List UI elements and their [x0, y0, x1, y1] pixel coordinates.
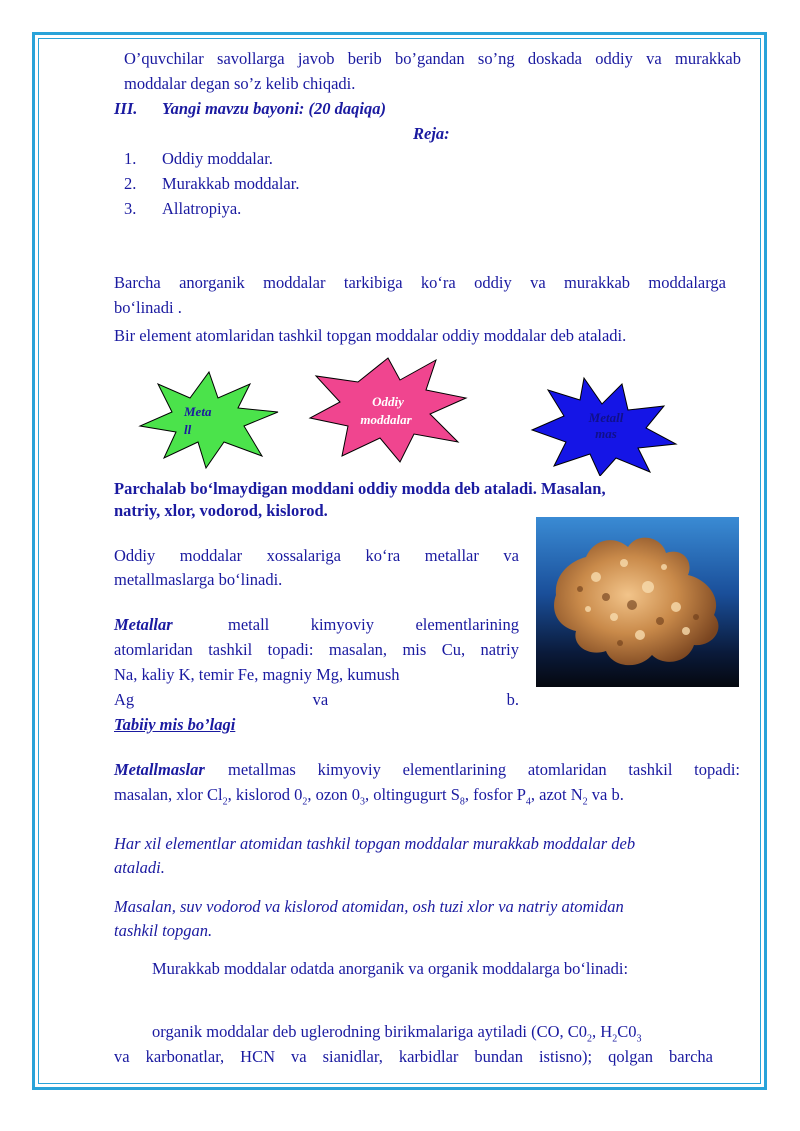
- intro-line-1: O’quvchilar savollarga javob berib bo’gandan so’ng doskada oddiy va murakkab: [124, 49, 741, 68]
- bold-paragraph-line-2: natriy, xlor, vodorod, kislorod.: [114, 501, 328, 520]
- plan-item-text: Allatropiya.: [162, 199, 242, 218]
- bold-paragraph-line-1: Parchalab bo‘lmaydigan moddani oddiy modda deb ataladi. Masalan,: [114, 479, 606, 498]
- metallar-line-3: Na, kaliy K, temir Fe, magniy Mg, kumush: [114, 665, 400, 684]
- native-copper-photo: [536, 517, 739, 687]
- metallmaslar-line-1-rest: metallmas kimyoviy elementlarining atomlaridan tashkil topadi:: [228, 760, 740, 779]
- term-metallmaslar: Metallmaslar: [114, 760, 205, 779]
- paragraph-5-line-2: va karbonatlar, HCN va sianidlar, karbidlar bundan istisno); qolgan barcha: [114, 1047, 713, 1066]
- intro-line-2: moddalar degan so’z kelib chiqadi.: [124, 74, 356, 93]
- plan-item-number: 2.: [124, 174, 137, 193]
- plan-item-number: 3.: [124, 199, 137, 218]
- plan-item-text: Murakkab moddalar.: [162, 174, 300, 193]
- star-label-line-1: Oddiy: [372, 394, 404, 409]
- star-label-line-1: Metall: [588, 410, 624, 425]
- metallar-line-2: atomlaridan tashkil topadi: masalan, mis Cu, natriy: [114, 640, 519, 659]
- photo-caption: Tabiiy mis bo’lagi: [114, 715, 236, 734]
- paragraph-5-line-1: organik moddalar deb uglerodning birikmalariga aytiladi (CO, $C0_2$, $H_2C0_3$: [152, 1022, 642, 1045]
- paragraph-1-line-1: Barcha anorganik moddalar tarkibiga ko‘ra oddiy va murakkab moddalarga: [114, 273, 726, 292]
- section-title: Yangi mavzu bayoni: (20 daqiqa): [162, 99, 386, 118]
- paragraph-2: Bir element atomlaridan tashkil topgan moddalar oddiy moddalar deb ataladi.: [114, 326, 627, 345]
- plan-item-number: 1.: [124, 149, 137, 168]
- star-shape-oddiy-moddalar: [308, 356, 468, 464]
- star-label-line-2: ll: [184, 422, 192, 437]
- star-burst: [310, 358, 466, 462]
- star-label-line-2: moddalar: [360, 412, 412, 427]
- paragraph-3-line-1: Oddiy moddalar xossalariga ko‘ra metallar va: [114, 546, 519, 565]
- star-label-line-2: mas: [595, 426, 617, 441]
- plan-heading: Reja:: [413, 124, 450, 143]
- paragraph-1-line-2: bo‘linadi .: [114, 298, 182, 317]
- italic-paragraph-2-line-2: tashkil topgan.: [114, 921, 213, 940]
- italic-paragraph-1-line-2: ataladi.: [114, 858, 165, 877]
- section-number: III.: [114, 99, 138, 118]
- italic-paragraph-1-line-1: Har xil elementlar atomidan tashkil topgan moddalar murakkab moddalar deb: [114, 834, 636, 853]
- metallmaslar-line-2: masalan, xlor $Cl_2$, kislorod $0_2$, ozon $0_3$, oltingugurt $S_8$, fosfor $P_4$, azot $N_2$ va b.: [114, 785, 624, 808]
- metallar-line-1-rest: metall kimyoviy elementlarining: [228, 615, 519, 634]
- star-shape-metallmas: [530, 376, 678, 476]
- star-burst: [140, 372, 278, 468]
- star-label-line-1: Meta: [184, 404, 212, 419]
- plan-item-text: Oddiy moddalar.: [162, 149, 273, 168]
- paragraph-3-line-2: metallmaslarga bo‘linadi.: [114, 570, 283, 589]
- italic-paragraph-2-line-1: Masalan, suv vodorod va kislorod atomidan, osh tuzi xlor va natriy atomidan: [114, 897, 624, 916]
- metallar-line-4: Ag va b.: [114, 690, 519, 709]
- star-shape-metall: [138, 370, 280, 470]
- term-metallar: Metallar: [114, 615, 173, 634]
- paragraph-4: Murakkab moddalar odatda anorganik va organik moddalarga bo‘linadi:: [152, 959, 629, 978]
